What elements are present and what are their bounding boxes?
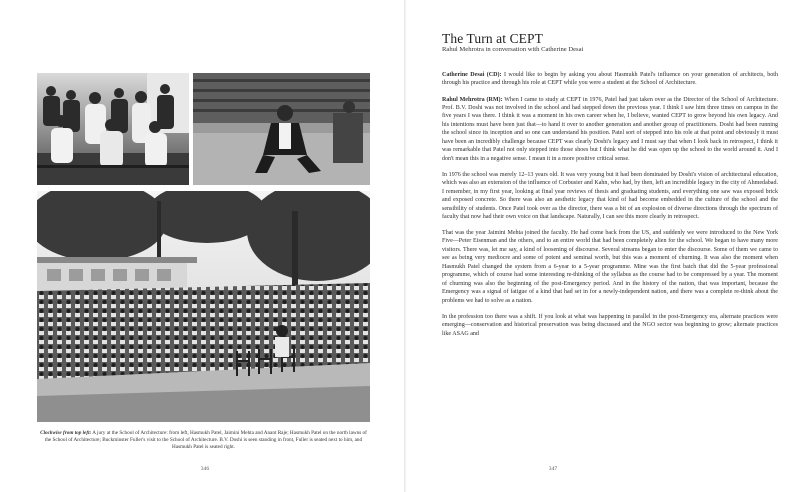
paragraph-3 [442,171,778,222]
right-page [406,0,810,492]
paragraph-4 [442,229,778,305]
caption-heading: Clockwise from top left: [40,430,92,436]
article-title: The Turn at CEPT [442,31,543,46]
left-page [0,0,404,492]
photo-caption [37,430,370,452]
paragraph-1 [442,71,778,88]
paragraph-2 [442,96,778,164]
paragraph-text: In the profession too there was a shift. If you look at what was happening in parallel in the post-Emergency era, alternate practices were emerging—conservation and historical preservation was being discussed and the NGO sector was beginning to grow; alternate practices like ASAG and [442,313,778,337]
caption-text: A jury at the School of Architecture: from left, Hasmukh Patel, Jaimini Mehta and Anant Raje; Hasmukh Patel on the north lawns of the School of Architecture; Buckminster Fuller's visit to the School of Architecture. B.V. Doshi is seen standing in front, Fuller is seated next to him, and Hasmukh Patel is seated right. [44,430,367,451]
article-subtitle: Rahul Mehrotra in conversation with Catherine Desai [442,46,584,53]
paragraph-text: I would like to begin by asking you about Hasmukh Patel's influence on your generation of architects, both through his practice and through his role at CEPT while you were a student at the School of Architecture. [442,72,778,87]
paragraph-text: That was the year Jaimini Mehta joined the faculty. He had come back from the US, and suddenly we were introduced to the New York Five—Peter Eisenman and the others, and to an entire world that had been completely alien for the school. We began to have many more visitors. There was, let me say, a kind of loosening of discourse. Several streams began to enter the discourse. Some of them we came to see as being very mediocre and some of potent and seminal worth, but this was a moment of churning. It was also the moment when Hasmukh Patel changed the system from a 6-year to a 5-year programme. Mine was the first batch that did the 5-year professional programme, which of course had some interesting re-thinking of the syllabus as the course had to be compressed by a year. The moment of churning was also the beginning of the post-Emergency period. And in the history of the nation, that was important, because the Emergency was a signal of fatigue of a kind that had set in for a newly-independent nation, and there was a complete re-think about the problems we had to solve as a nation. [442,230,778,304]
speaker-label: Catherine Desai (CD): [442,72,502,78]
photo-man-seated-on-lawn [193,73,370,185]
paragraph-text: In 1976 the school was merely 12–13 years old. It was very young but it had been dominated by Doshi's vision of architectural education, which was also an extension of the influence of Corbusier and Kahn, who had, by then, left an incredible legacy in the city of Ahmedabad. I remember, in my first year, looking at final year reviews of thesis and graduating students, and everything one saw was exposed brick and exposed concrete. So there was also an aesthetic legacy that kind of had become embedded in the culture of the school and the sensibility of students. Once Patel took over as the director, there was a bit of an explosion of diverse directions through the spectrum of faculty that now had their own voice on that landscape. Naturally, I can see this more clearly in retrospect. [442,171,778,220]
paragraph-5 [442,313,778,338]
speaker-label: Rahul Mehrotra (RM): [442,96,503,103]
page-number-right: 347 [548,466,558,472]
page-number-left: 346 [200,466,210,472]
article-body [442,71,778,483]
photo-student-gathering-courtyard [37,191,370,422]
photo-meeting-group [37,73,189,185]
paragraph-text: When I came to study at CEPT in 1976, Patel had just taken over as the Director of the School of Architecture. Prof. B.V. Doshi was not involved in the school and had stepped down the previous year. I think I saw him three times on campus in the five years I was there. I think it was a moment in his own career when he, I believe, wanted CEPT to grow beyond his own legacy. And his intentions must have been just that—to hand it over to another generation and another group of practitioners. Doshi had been running the school since its inception and so one can understand his position. Patel sort of stepped into his role at that point and obviously it must have been an incredibly challenge because CEPT was clearly Doshi's legacy and I must say that when I look back in retrospect, I think it was remarkable that Patel not only stepped into those shoes but I think what he did was open up the school to the world around it. And I don't mean this in a negative sense. I mean it in a more positive critical sense. [442,96,778,162]
